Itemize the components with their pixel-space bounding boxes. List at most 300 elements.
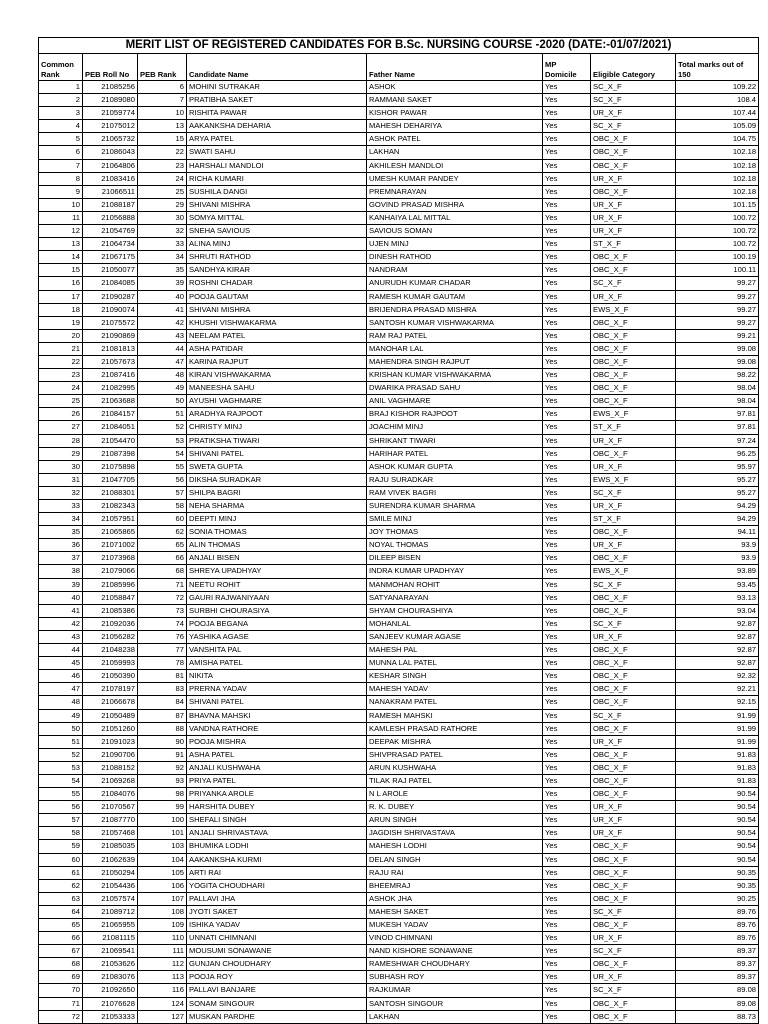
table-row (39, 630, 759, 643)
category-cell: OBC_X_F (591, 1010, 676, 1023)
roll-no-cell: 21054470 (83, 434, 138, 447)
category-cell: UR_X_F (591, 198, 676, 211)
common-rank-cell: 7 (39, 159, 83, 172)
table-row (39, 879, 759, 892)
total-marks-cell: 100.11 (676, 264, 759, 277)
table-row (39, 526, 759, 539)
common-rank-cell: 6 (39, 146, 83, 159)
category-cell: OBC_X_F (591, 866, 676, 879)
roll-no-cell: 21073968 (83, 552, 138, 565)
total-marks-cell: 95.27 (676, 473, 759, 486)
common-rank-cell: 58 (39, 827, 83, 840)
peb-rank-cell: 107 (138, 892, 187, 905)
roll-no-cell: 21050489 (83, 709, 138, 722)
category-cell: SC_X_F (591, 277, 676, 290)
candidate-name-cell: DEEPTI MINJ (187, 513, 367, 526)
category-cell: OBC_X_F (591, 657, 676, 670)
domicile-cell: Yes (543, 748, 591, 761)
domicile-cell: Yes (543, 342, 591, 355)
roll-no-cell: 21054436 (83, 879, 138, 892)
table-row (39, 683, 759, 696)
domicile-cell: Yes (543, 945, 591, 958)
peb-rank-cell: 116 (138, 984, 187, 997)
common-rank-cell: 32 (39, 486, 83, 499)
table-row (39, 971, 759, 984)
common-rank-cell: 11 (39, 211, 83, 224)
domicile-cell: Yes (543, 225, 591, 238)
common-rank-cell: 18 (39, 303, 83, 316)
domicile-cell: Yes (543, 211, 591, 224)
category-cell: UR_X_F (591, 107, 676, 120)
common-rank-cell: 65 (39, 919, 83, 932)
category-cell: ST_X_F (591, 421, 676, 434)
candidate-name-cell: KIRAN VISHWAKARMA (187, 369, 367, 382)
peb-rank-cell: 109 (138, 919, 187, 932)
total-marks-cell: 90.35 (676, 866, 759, 879)
total-marks-cell: 92.87 (676, 657, 759, 670)
table-row (39, 303, 759, 316)
col-header-total-marks: Total marks out of 150 (676, 54, 759, 81)
peb-rank-cell: 124 (138, 997, 187, 1010)
peb-rank-cell: 110 (138, 932, 187, 945)
domicile-cell: Yes (543, 303, 591, 316)
peb-rank-cell: 54 (138, 447, 187, 460)
table-row (39, 932, 759, 945)
total-marks-cell: 89.76 (676, 905, 759, 918)
roll-no-cell: 21081813 (83, 342, 138, 355)
common-rank-cell: 46 (39, 670, 83, 683)
father-name-cell: SMILE MINJ (367, 513, 543, 526)
domicile-cell: Yes (543, 696, 591, 709)
common-rank-cell: 72 (39, 1010, 83, 1023)
total-marks-cell: 95.27 (676, 486, 759, 499)
table-row (39, 264, 759, 277)
table-row (39, 473, 759, 486)
total-marks-cell: 92.15 (676, 696, 759, 709)
father-name-cell: MAHESH DEHARIYA (367, 120, 543, 133)
peb-rank-cell: 127 (138, 1010, 187, 1023)
domicile-cell: Yes (543, 486, 591, 499)
roll-no-cell: 21069268 (83, 774, 138, 787)
roll-no-cell: 21090706 (83, 748, 138, 761)
candidate-name-cell: POOJA BEGANA (187, 617, 367, 630)
candidate-name-cell: RICHA KUMARI (187, 172, 367, 185)
col-header-mp-domicile: MP Domicile (543, 54, 591, 81)
category-cell: SC_X_F (591, 945, 676, 958)
roll-no-cell: 21087416 (83, 369, 138, 382)
domicile-cell: Yes (543, 251, 591, 264)
common-rank-cell: 71 (39, 997, 83, 1010)
domicile-cell: Yes (543, 382, 591, 395)
domicile-cell: Yes (543, 617, 591, 630)
candidate-name-cell: AYUSHI VAGHMARE (187, 395, 367, 408)
common-rank-cell: 29 (39, 447, 83, 460)
category-cell: OBC_X_F (591, 604, 676, 617)
domicile-cell: Yes (543, 840, 591, 853)
total-marks-cell: 98.22 (676, 369, 759, 382)
candidate-name-cell: POOJA ROY (187, 971, 367, 984)
candidate-name-cell: NEETU ROHIT (187, 578, 367, 591)
peb-rank-cell: 33 (138, 238, 187, 251)
category-cell: OBC_X_F (591, 526, 676, 539)
peb-rank-cell: 65 (138, 539, 187, 552)
peb-rank-cell: 52 (138, 421, 187, 434)
table-row (39, 774, 759, 787)
peb-rank-cell: 78 (138, 657, 187, 670)
total-marks-cell: 99.27 (676, 277, 759, 290)
candidate-name-cell: KARINA RAJPUT (187, 355, 367, 368)
category-cell: OBC_X_F (591, 958, 676, 971)
total-marks-cell: 96.25 (676, 447, 759, 460)
father-name-cell: KESHAR SINGH (367, 670, 543, 683)
domicile-cell: Yes (543, 421, 591, 434)
roll-no-cell: 21048238 (83, 644, 138, 657)
common-rank-cell: 66 (39, 932, 83, 945)
category-cell: EWS_X_F (591, 473, 676, 486)
roll-no-cell: 21064806 (83, 159, 138, 172)
total-marks-cell: 92.21 (676, 683, 759, 696)
peb-rank-cell: 50 (138, 395, 187, 408)
father-name-cell: SANTOSH KUMAR VISHWAKARMA (367, 316, 543, 329)
total-marks-cell: 97.81 (676, 408, 759, 421)
domicile-cell: Yes (543, 866, 591, 879)
candidate-name-cell: GAURI RAJWANIYAAN (187, 591, 367, 604)
domicile-cell: Yes (543, 408, 591, 421)
common-rank-cell: 15 (39, 264, 83, 277)
roll-no-cell: 21090869 (83, 329, 138, 342)
domicile-cell: Yes (543, 827, 591, 840)
peb-rank-cell: 92 (138, 761, 187, 774)
father-name-cell: ARUN SINGH (367, 814, 543, 827)
category-cell: OBC_X_F (591, 774, 676, 787)
table-row (39, 238, 759, 251)
peb-rank-cell: 100 (138, 814, 187, 827)
peb-rank-cell: 91 (138, 748, 187, 761)
roll-no-cell: 21053333 (83, 1010, 138, 1023)
common-rank-cell: 62 (39, 879, 83, 892)
category-cell: UR_X_F (591, 735, 676, 748)
category-cell: UR_X_F (591, 827, 676, 840)
candidate-name-cell: ALIN THOMAS (187, 539, 367, 552)
col-header-candidate-name: Candidate Name (187, 54, 367, 81)
domicile-cell: Yes (543, 722, 591, 735)
table-row (39, 827, 759, 840)
table-row (39, 290, 759, 303)
total-marks-cell: 92.87 (676, 630, 759, 643)
roll-no-cell: 21067175 (83, 251, 138, 264)
common-rank-cell: 24 (39, 382, 83, 395)
roll-no-cell: 21085996 (83, 578, 138, 591)
category-cell: OBC_X_F (591, 133, 676, 146)
peb-rank-cell: 84 (138, 696, 187, 709)
father-name-cell: MAHESH LODHI (367, 840, 543, 853)
domicile-cell: Yes (543, 447, 591, 460)
domicile-cell: Yes (543, 657, 591, 670)
table-row (39, 604, 759, 617)
table-row (39, 329, 759, 342)
candidate-name-cell: NEELAM PATEL (187, 329, 367, 342)
peb-rank-cell: 103 (138, 840, 187, 853)
common-rank-cell: 17 (39, 290, 83, 303)
peb-rank-cell: 93 (138, 774, 187, 787)
roll-no-cell: 21050294 (83, 866, 138, 879)
total-marks-cell: 109.22 (676, 81, 759, 94)
table-row (39, 657, 759, 670)
candidate-name-cell: ROSHNI CHADAR (187, 277, 367, 290)
peb-rank-cell: 35 (138, 264, 187, 277)
common-rank-cell: 34 (39, 513, 83, 526)
candidate-name-cell: SUSHILA DANGI (187, 185, 367, 198)
roll-no-cell: 21089080 (83, 94, 138, 107)
table-row (39, 486, 759, 499)
total-marks-cell: 97.24 (676, 434, 759, 447)
category-cell: OBC_X_F (591, 670, 676, 683)
category-cell: UR_X_F (591, 225, 676, 238)
common-rank-cell: 1 (39, 81, 83, 94)
table-row (39, 617, 759, 630)
total-marks-cell: 90.54 (676, 840, 759, 853)
category-cell: OBC_X_F (591, 369, 676, 382)
domicile-cell: Yes (543, 460, 591, 473)
candidate-name-cell: GUNJAN CHOUDHARY (187, 958, 367, 971)
total-marks-cell: 91.99 (676, 735, 759, 748)
father-name-cell: MANMOHAN ROHIT (367, 578, 543, 591)
total-marks-cell: 89.76 (676, 932, 759, 945)
domicile-cell: Yes (543, 369, 591, 382)
category-cell: UR_X_F (591, 290, 676, 303)
roll-no-cell: 21050390 (83, 670, 138, 683)
candidate-name-cell: POOJA MISHRA (187, 735, 367, 748)
roll-no-cell: 21059774 (83, 107, 138, 120)
roll-no-cell: 21058847 (83, 591, 138, 604)
domicile-cell: Yes (543, 277, 591, 290)
table-row (39, 644, 759, 657)
father-name-cell: KRISHAN KUMAR VISHWAKARMA (367, 369, 543, 382)
table-row (39, 408, 759, 421)
category-cell: OBC_X_F (591, 748, 676, 761)
roll-no-cell: 21066678 (83, 696, 138, 709)
common-rank-cell: 25 (39, 395, 83, 408)
peb-rank-cell: 25 (138, 185, 187, 198)
domicile-cell: Yes (543, 316, 591, 329)
candidate-name-cell: MOHINI SUTRAKAR (187, 81, 367, 94)
common-rank-cell: 41 (39, 604, 83, 617)
roll-no-cell: 21063688 (83, 395, 138, 408)
candidate-name-cell: SHILPA BAGRI (187, 486, 367, 499)
peb-rank-cell: 34 (138, 251, 187, 264)
table-row (39, 919, 759, 932)
peb-rank-cell: 81 (138, 670, 187, 683)
roll-no-cell: 21085386 (83, 604, 138, 617)
father-name-cell: SHRIKANT TIWARI (367, 434, 543, 447)
father-name-cell: BHEEMRAJ (367, 879, 543, 892)
peb-rank-cell: 51 (138, 408, 187, 421)
father-name-cell: SURENDRA KUMAR SHARMA (367, 500, 543, 513)
common-rank-cell: 53 (39, 761, 83, 774)
father-name-cell: INDRA KUMAR UPADHYAY (367, 565, 543, 578)
common-rank-cell: 16 (39, 277, 83, 290)
table-row (39, 1010, 759, 1023)
common-rank-cell: 30 (39, 460, 83, 473)
col-header-peb-rank: PEB Rank (138, 54, 187, 81)
total-marks-cell: 90.35 (676, 879, 759, 892)
peb-rank-cell: 29 (138, 198, 187, 211)
father-name-cell: SATYANARAYAN (367, 591, 543, 604)
common-rank-cell: 20 (39, 329, 83, 342)
candidate-name-cell: BHUMIKA LODHI (187, 840, 367, 853)
roll-no-cell: 21081115 (83, 932, 138, 945)
father-name-cell: KISHOR PAWAR (367, 107, 543, 120)
domicile-cell: Yes (543, 81, 591, 94)
candidate-name-cell: ASHA PATEL (187, 748, 367, 761)
common-rank-cell: 12 (39, 225, 83, 238)
candidate-name-cell: SANDHYA KIRAR (187, 264, 367, 277)
roll-no-cell: 21086043 (83, 146, 138, 159)
domicile-cell: Yes (543, 513, 591, 526)
category-cell: UR_X_F (591, 460, 676, 473)
category-cell: OBC_X_F (591, 788, 676, 801)
roll-no-cell: 21090074 (83, 303, 138, 316)
father-name-cell: MAHESH YADAV (367, 683, 543, 696)
peb-rank-cell: 77 (138, 644, 187, 657)
table-row (39, 316, 759, 329)
domicile-cell: Yes (543, 355, 591, 368)
common-rank-cell: 8 (39, 172, 83, 185)
father-name-cell: ANIL VAGHMARE (367, 395, 543, 408)
domicile-cell: Yes (543, 919, 591, 932)
candidate-name-cell: SNEHA SAVIOUS (187, 225, 367, 238)
table-row (39, 172, 759, 185)
candidate-name-cell: AMISHA PATEL (187, 657, 367, 670)
domicile-cell: Yes (543, 434, 591, 447)
common-rank-cell: 59 (39, 840, 83, 853)
peb-rank-cell: 58 (138, 500, 187, 513)
table-row (39, 81, 759, 94)
category-cell: OBC_X_F (591, 251, 676, 264)
candidate-name-cell: ISHIKA YADAV (187, 919, 367, 932)
peb-rank-cell: 23 (138, 159, 187, 172)
table-row (39, 748, 759, 761)
candidate-name-cell: VANDNA RATHORE (187, 722, 367, 735)
roll-no-cell: 21065732 (83, 133, 138, 146)
total-marks-cell: 104.75 (676, 133, 759, 146)
category-cell: SC_X_F (591, 709, 676, 722)
father-name-cell: DEEPAK MISHRA (367, 735, 543, 748)
father-name-cell: TILAK RAJ PATEL (367, 774, 543, 787)
total-marks-cell: 91.83 (676, 774, 759, 787)
peb-rank-cell: 101 (138, 827, 187, 840)
father-name-cell: RAJU RAI (367, 866, 543, 879)
peb-rank-cell: 7 (138, 94, 187, 107)
roll-no-cell: 21092650 (83, 984, 138, 997)
category-cell: OBC_X_F (591, 395, 676, 408)
total-marks-cell: 98.04 (676, 395, 759, 408)
domicile-cell: Yes (543, 788, 591, 801)
father-name-cell: JOY THOMAS (367, 526, 543, 539)
common-rank-cell: 54 (39, 774, 83, 787)
peb-rank-cell: 42 (138, 316, 187, 329)
category-cell: OBC_X_F (591, 722, 676, 735)
common-rank-cell: 61 (39, 866, 83, 879)
candidate-name-cell: ARADHYA RAJPOOT (187, 408, 367, 421)
father-name-cell: PREMNARAYAN (367, 185, 543, 198)
header-row (39, 54, 759, 81)
candidate-name-cell: SHRUTI RATHOD (187, 251, 367, 264)
father-name-cell: RAMESH KUMAR GAUTAM (367, 290, 543, 303)
domicile-cell: Yes (543, 997, 591, 1010)
table-row (39, 277, 759, 290)
common-rank-cell: 5 (39, 133, 83, 146)
total-marks-cell: 89.76 (676, 919, 759, 932)
common-rank-cell: 48 (39, 696, 83, 709)
category-cell: EWS_X_F (591, 565, 676, 578)
candidate-name-cell: SOMYA MITTAL (187, 211, 367, 224)
father-name-cell: UJEN MINJ (367, 238, 543, 251)
table-row (39, 460, 759, 473)
total-marks-cell: 89.08 (676, 984, 759, 997)
table-row (39, 120, 759, 133)
common-rank-cell: 47 (39, 683, 83, 696)
roll-no-cell: 21088187 (83, 198, 138, 211)
table-row (39, 552, 759, 565)
roll-no-cell: 21053626 (83, 958, 138, 971)
peb-rank-cell: 13 (138, 120, 187, 133)
candidate-name-cell: NEHA SHARMA (187, 500, 367, 513)
total-marks-cell: 89.37 (676, 945, 759, 958)
total-marks-cell: 89.37 (676, 958, 759, 971)
candidate-name-cell: UNNATI CHIMNANI (187, 932, 367, 945)
merit-list-table (38, 37, 759, 1024)
roll-no-cell: 21084076 (83, 788, 138, 801)
roll-no-cell: 21088152 (83, 761, 138, 774)
total-marks-cell: 97.81 (676, 421, 759, 434)
candidate-name-cell: PRERNA YADAV (187, 683, 367, 696)
category-cell: OBC_X_F (591, 683, 676, 696)
peb-rank-cell: 22 (138, 146, 187, 159)
category-cell: UR_X_F (591, 434, 676, 447)
peb-rank-cell: 6 (138, 81, 187, 94)
domicile-cell: Yes (543, 329, 591, 342)
table-row (39, 709, 759, 722)
domicile-cell: Yes (543, 591, 591, 604)
domicile-cell: Yes (543, 735, 591, 748)
domicile-cell: Yes (543, 172, 591, 185)
domicile-cell: Yes (543, 473, 591, 486)
category-cell: OBC_X_F (591, 159, 676, 172)
domicile-cell: Yes (543, 892, 591, 905)
roll-no-cell: 21070567 (83, 801, 138, 814)
common-rank-cell: 2 (39, 94, 83, 107)
domicile-cell: Yes (543, 290, 591, 303)
total-marks-cell: 89.37 (676, 971, 759, 984)
father-name-cell: DWARIKA PRASAD SAHU (367, 382, 543, 395)
table-row (39, 198, 759, 211)
category-cell: OBC_X_F (591, 264, 676, 277)
candidate-name-cell: PRIYA PATEL (187, 774, 367, 787)
peb-rank-cell: 108 (138, 905, 187, 918)
father-name-cell: RAJU SURADKAR (367, 473, 543, 486)
total-marks-cell: 91.83 (676, 761, 759, 774)
father-name-cell: RAM RAJ PATEL (367, 329, 543, 342)
domicile-cell: Yes (543, 198, 591, 211)
father-name-cell: RAM VIVEK BAGRI (367, 486, 543, 499)
common-rank-cell: 27 (39, 421, 83, 434)
father-name-cell: ARUN KUSHWAHA (367, 761, 543, 774)
total-marks-cell: 101.15 (676, 198, 759, 211)
peb-rank-cell: 66 (138, 552, 187, 565)
roll-no-cell: 21083416 (83, 172, 138, 185)
table-row (39, 696, 759, 709)
